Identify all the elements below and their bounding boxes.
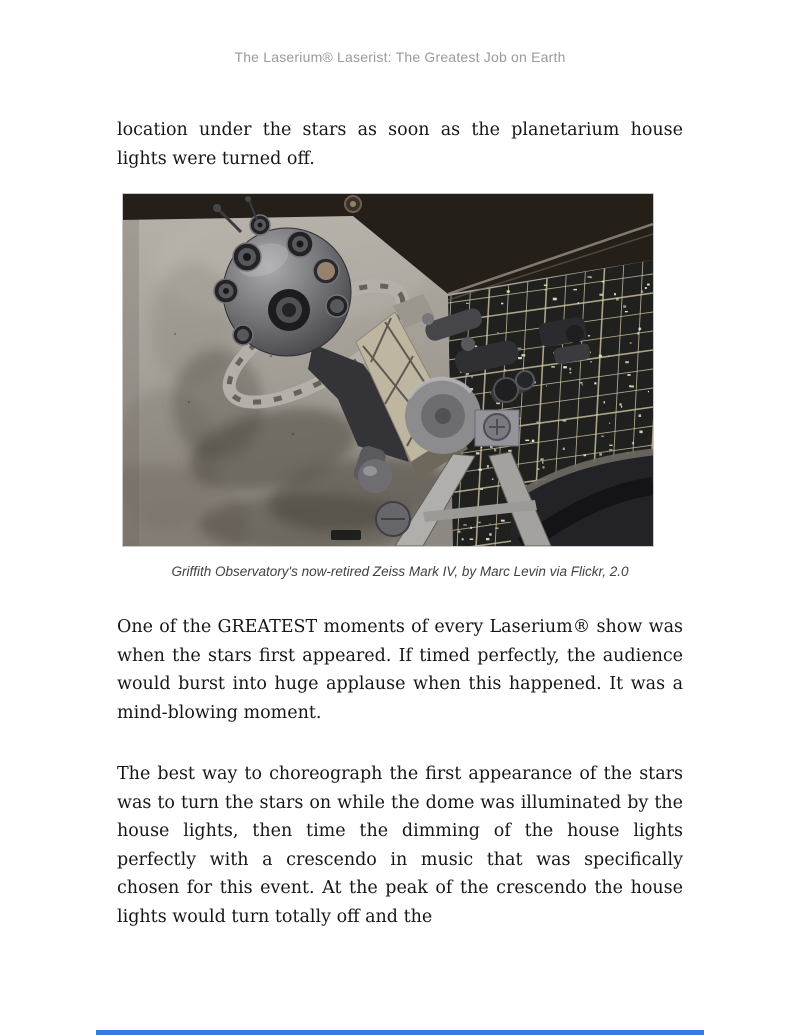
body-paragraph-3: The best way to choreograph the first appearance of the stars was to turn the stars on while the dome was illuminated by the house lights, then time the dimming of the house lights perfectly with a crescendo in music that was specifically chosen for this event. At the peak of the crescendo the house lights would turn totally off and the	[117, 764, 683, 927]
figure-caption: Griffith Observatory's now-retired Zeiss Mark IV, by Marc Levin via Flickr, 2.0	[171, 564, 629, 579]
planetarium-projector-illustration	[123, 194, 653, 546]
figure-photo	[122, 193, 654, 547]
body-paragraph-2: One of the GREATEST moments of every Laserium® show was when the stars first appeared. If timed perfectly, the audience would burst into huge applause when this happened. It was a mind-blowing moment.	[117, 617, 683, 723]
reading-progress-bar[interactable]	[96, 1030, 704, 1035]
body-paragraph-1: location under the stars as soon as the planetarium house lights were turned off.	[117, 120, 683, 169]
running-header: The Laserium® Laserist: The Greatest Job on Earth	[234, 49, 566, 65]
